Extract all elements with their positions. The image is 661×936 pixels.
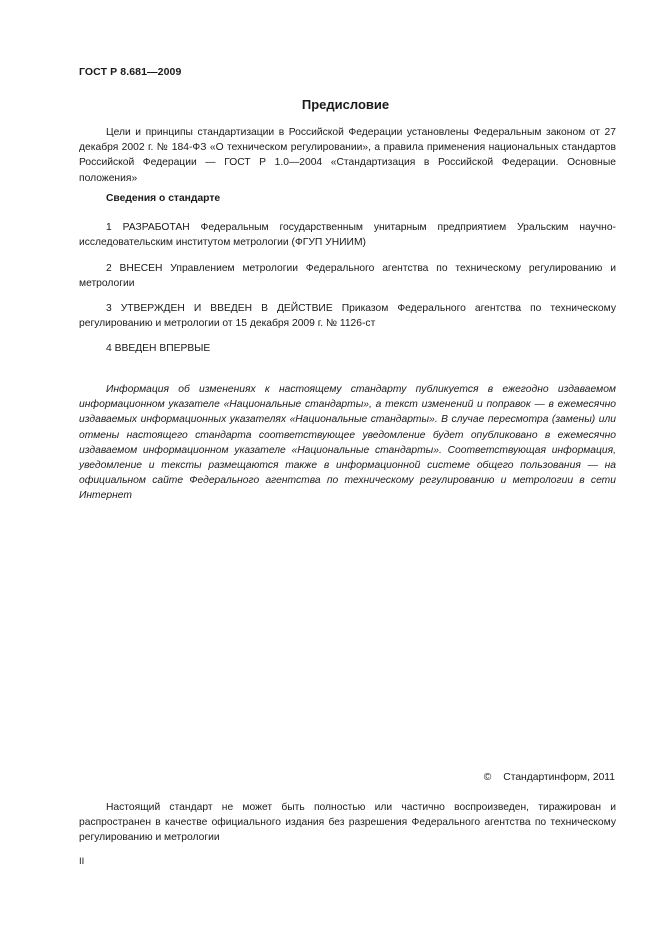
page-number: II (79, 856, 85, 867)
item-developed: 1 РАЗРАБОТАН Федеральным государственным унитарным предприятием Уральским научно-исследовательским институтом метрологии (ФГУП УНИИМ) (79, 222, 616, 249)
section-heading: Сведения о стандарте (106, 193, 221, 204)
item-approved: 3 УТВЕРЖДЕН И ВВЕДЕН В ДЕЙСТВИЕ Приказом Федерального агентства по техническому регулированию и метрологии от 15 декабря 2009 г. № 1126-ст (79, 303, 616, 330)
copyright-line (484, 772, 615, 783)
item-submitted: 2 ВНЕСЕН Управлением метрологии Федерального агентства по техническому регулированию и метрологии (79, 263, 616, 290)
copyright-symbol: © (483, 772, 492, 783)
item-first-introduced: 4 ВВЕДЕН ВПЕРВЫЕ (106, 343, 211, 354)
notice-paragraph: Информация об изменениях к настоящему стандарту публикуется в ежегодно издаваемом информационном указателе «Национальные стандарты», а текст изменений и поправок — в ежемесячно издаваемых информационных указателях «Национальные стандарты». В случае пересмотра (замены) или отмены настоящего стандарта соответствующее уведомление будет опубликовано в ежемесячно издаваемом информационном указателе «Национальные стандарты». Соответствующая информация, уведомление и тексты размещаются также в информационной системе общего пользования — на официальном сайте Федерального агентства по техническому регулированию и метрологии в сети Интернет (79, 384, 616, 502)
copyright-text: Стандартинформ, 2011 (503, 772, 615, 783)
page-title: Предисловие (301, 97, 390, 112)
rights-paragraph: Настоящий стандарт не может быть полностью или частично воспроизведен, тиражирован и распространен в качестве официального издания без разрешения Федерального агентства по техническому регулированию и метрологии (79, 802, 616, 844)
intro-paragraph: Цели и принципы стандартизации в Российской Федерации установлены Федеральным законом от 27 декабря 2002 г. № 184-ФЗ «О техническом регулировании», а правила применения национальных стандартов Российской Федерации — ГОСТ Р 1.0—2004 «Стандартизация в Российской Федерации. Основные положения» (79, 127, 616, 184)
document-code-header: ГОСТ Р 8.681—2009 (79, 66, 182, 78)
